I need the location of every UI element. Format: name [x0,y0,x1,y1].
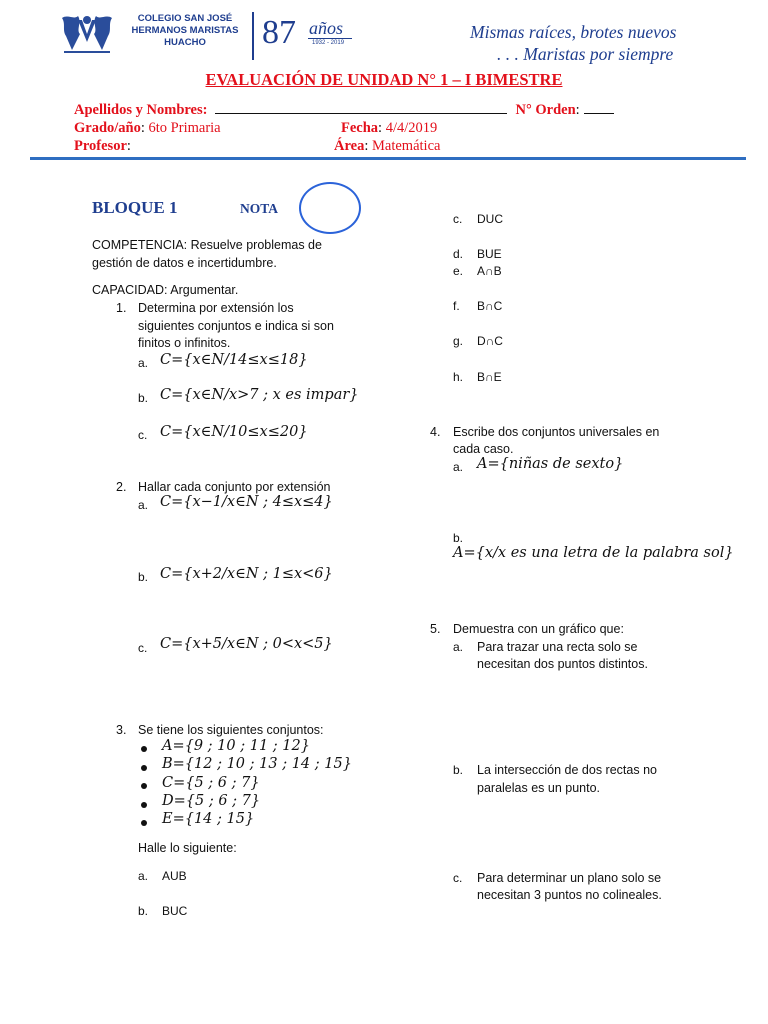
q5-text: Demuestra con un gráfico que: [453,622,624,636]
q1-text-line2: siguientes conjuntos e indica si son [138,319,334,333]
q4-a-letter: a. [453,460,464,474]
bullet [141,820,147,826]
q3-op-e: A∩B [477,264,502,278]
q2-number: 2. [116,480,127,494]
q2-item-a-letter: a. [138,498,149,512]
q3-number: 3. [116,723,127,737]
order-label: N° Orden [515,102,576,118]
q4-text-line2: cada caso. [453,442,514,456]
area-value: Matemática [372,138,441,154]
q3-op-g: D∩C [477,334,503,348]
q5-c-line2: necesitan 3 puntos no colineales. [477,888,662,902]
q2-item-a-expr: C={x−1/x∈N ; 4≤x≤4} [160,494,333,510]
q4-text-line1: Escribe dos conjuntos universales en [453,425,660,439]
header-rule [30,157,746,160]
q4-b-expr: A={x/x es una letra de la palabra sol} [453,545,734,561]
q3-halle: Halle lo siguiente: [138,841,237,855]
motto-line1: Mismas raíces, brotes nuevos [470,22,677,42]
order-blank[interactable] [584,113,614,114]
grade-row: Grado/año: 6to Primaria [74,120,221,136]
area-row: Área: Matemática [334,138,441,154]
q1-item-c-letter: c. [138,428,148,442]
q3-set-c: C={5 ; 6 ; 7} [162,775,260,791]
q5-a-line2: necesitan dos puntos distintos. [477,657,648,671]
q3-op-c-letter: c. [453,212,463,226]
q3-op-c: DUC [477,212,503,226]
q2-item-c-letter: c. [138,641,148,655]
q4-number: 4. [430,425,441,439]
exam-title: EVALUACIÓN DE UNIDAD N° 1 – I BIMESTRE [205,70,563,89]
anniversary-years: 1932 - 2019 [312,40,345,46]
grade-label: Grado/año [74,120,141,136]
capacidad: CAPACIDAD: Argumentar. [92,283,239,297]
q2-text: Hallar cada conjunto por extensión [138,480,331,494]
q2-item-c-expr: C={x+5/x∈N ; 0<x<5} [160,636,333,652]
competencia-line1: COMPETENCIA: Resuelve problemas de [92,238,322,252]
school-line3: HUACHO [164,37,206,48]
school-logo [58,12,116,58]
q3-set-e: E={14 ; 15} [162,811,255,827]
q3-op-f-letter: f. [453,299,460,313]
q3-set-b: B={12 ; 10 ; 13 ; 14 ; 15} [162,756,352,772]
q3-op-b-letter: b. [138,904,149,918]
q1-item-c-expr: C={x∈N/10≤x≤20} [160,424,308,440]
date-row: Fecha: 4/4/2019 [341,120,438,136]
q3-op-b: BUC [162,904,188,918]
names-blank[interactable] [215,113,507,114]
bullet [141,765,147,771]
header-divider [252,12,254,60]
q1-item-b-letter: b. [138,391,149,405]
q3-op-a-letter: a. [138,869,149,883]
teacher-row: Profesor: [74,138,131,154]
q1-text-line1: Determina por extensión los [138,301,294,315]
q3-text: Se tiene los siguientes conjuntos: [138,723,324,737]
motto-line2: . . . Maristas por siempre [497,44,674,64]
q4-b-letter: b. [453,531,464,545]
q3-op-g-letter: g. [453,334,464,348]
names-label: Apellidos y Nombres: [74,102,208,118]
q4-a-expr: A={niñas de sexto} [477,456,624,472]
q3-op-h: B∩E [477,370,502,384]
q3-op-d-letter: d. [453,247,464,261]
competencia-line2: gestión de datos e incertidumbre. [92,256,277,270]
anniversary-word: años [309,18,344,38]
q5-b-line2: paralelas es un punto. [477,781,601,795]
q3-op-a: AUB [162,869,187,883]
q5-b-letter: b. [453,763,464,777]
anniversary-underline [308,38,352,39]
q1-number: 1. [116,301,127,315]
q2-item-b-expr: C={x+2/x∈N ; 1≤x<6} [160,566,333,582]
bullet [141,802,147,808]
date-label: Fecha [341,120,379,136]
q5-a-line1: Para trazar una recta solo se [477,640,638,654]
block-title: BLOQUE 1 [92,198,178,217]
q2-item-b-letter: b. [138,570,149,584]
q5-c-letter: c. [453,871,463,885]
grade-value: 6to Primaria [148,120,221,136]
bullet [141,783,147,789]
q3-op-h-letter: h. [453,370,464,384]
q1-text-line3: finitos o infinitos. [138,336,231,350]
bullet [141,746,147,752]
q3-op-e-letter: e. [453,264,464,278]
q1-item-a-letter: a. [138,356,149,370]
q5-a-letter: a. [453,640,464,654]
nota-circle[interactable] [299,182,361,234]
area-label: Área [334,138,365,154]
school-line2: HERMANOS MARISTAS [131,25,239,36]
q3-set-d: D={5 ; 6 ; 7} [162,793,261,809]
q1-item-a-expr: C={x∈N/14≤x≤18} [160,352,308,368]
q1-item-b-expr: C={x∈N/x>7 ; x es impar} [160,387,359,403]
q3-op-f: B∩C [477,299,503,313]
q3-op-d: BUE [477,247,502,261]
teacher-label: Profesor [74,138,127,154]
q5-number: 5. [430,622,441,636]
q5-c-line1: Para determinar un plano solo se [477,871,662,885]
q5-b-line1: La intersección de dos rectas no [477,763,657,777]
nota-label: NOTA [240,201,279,216]
school-line1: COLEGIO SAN JOSÉ [137,13,233,24]
date-value: 4/4/2019 [385,120,438,136]
q3-set-a: A={9 ; 10 ; 11 ; 12} [162,738,310,754]
names-row: Apellidos y Nombres: N° Orden: [74,101,614,119]
anniversary-number: 87 [262,14,296,51]
school-name [126,13,244,49]
